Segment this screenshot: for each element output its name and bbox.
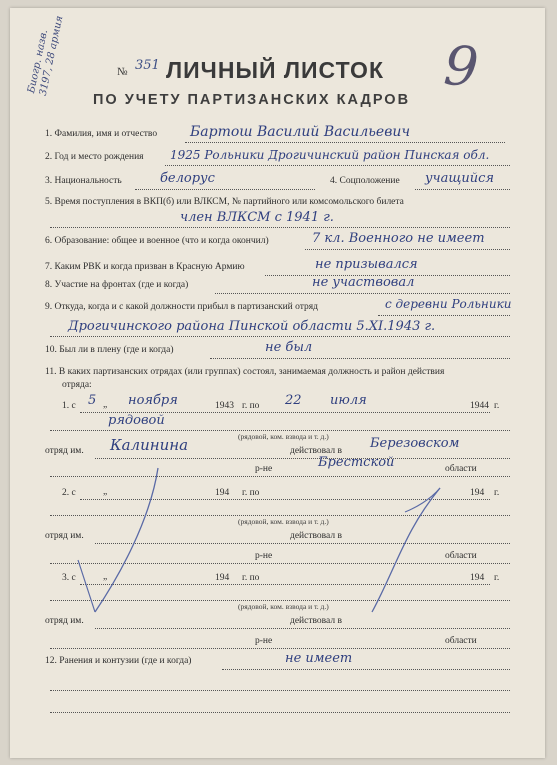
field-8-value: не участвовал [312,275,415,290]
rank-hint-1: (рядовой, ком. взвода и т. д.) [238,432,329,441]
field-9-label: 9. Откуда, когда и с какой должности прибыл в партизанский отряд [45,302,318,312]
field-10-label: 10. Был ли в плену (где и когда) [45,345,174,355]
detachment-1-day-to: 22 [285,393,302,408]
detachment-1-day: 5 [88,393,97,408]
rne-1: р-не [255,464,273,474]
detachment-1-month-to: июля [330,393,367,408]
field-11-label: 11. В каких партизанских отрядах (или группах) состоял, занимаемая должность и район действия [45,367,445,377]
page-subtitle: ПО УЧЕТУ ПАРТИЗАНСКИХ КАДРОВ [93,92,411,108]
g-end-3: г. [494,573,500,583]
field-9-value-2: Дрогичинского района Пинской области 5.XI.1943 г. [68,319,436,334]
strike-line-2 [78,560,95,612]
field-6-value: 7 кл. Военного не имеет [312,231,485,246]
oblasti-2: области [445,551,477,561]
detachment-1-district: Березовском [370,436,460,451]
strike-line-3 [372,488,440,612]
detachment-1-index: 1. с [62,401,76,411]
field-1-label: 1. Фамилия, имя и отчество [45,129,158,139]
g-end: г. [494,401,500,411]
field-3-value: белорус [160,171,215,186]
otryad-im-1: отряд им. [45,446,84,456]
field-8-label: 8. Участие на фронтах (где и когда) [45,280,189,290]
detachment-3-index: 3. с [62,573,76,583]
field-12-label: 12. Ранения и контузии (где и когда) [45,656,192,666]
field-6-label: 6. Образование: общее и военное (что и когда окончил) [45,236,269,246]
corner-number: 9 [441,33,481,100]
detachment-2-index: 2. с [62,488,76,498]
rank-hint-2: (рядовой, ком. взвода и т. д.) [238,517,329,526]
otryad-im-2: отряд им. [45,531,84,541]
rne-2: р-не [255,551,273,561]
field-2-label: 2. Год и место рождения [45,152,144,162]
strike-line-1 [95,468,158,612]
field-5-value: член ВЛКСМ с 1941 г. [180,210,334,225]
field-7-label: 7. Каким РВК и когда призван в Красную Армию [45,262,245,272]
deistvoval-3: действовал в [290,616,342,626]
deistvoval-1: действовал в [290,446,342,456]
field-11-label-cont: отряда: [62,380,92,390]
field-1-value: Бартош Василий Васильевич [190,124,411,140]
detachment-1-position: рядовой [108,413,165,428]
margin-note: Биогр. назв. 3197, 28 армия [26,14,66,97]
rank-hint-3: (рядовой, ком. взвода и т. д.) [238,602,329,611]
deistvoval-2: действовал в [290,531,342,541]
field-4-value: учащийся [425,171,495,186]
field-9-value-1: с деревни Рольники [385,297,512,311]
detachment-3-year-from: 194 [215,573,230,583]
rne-3: р-не [255,636,273,646]
g-po: г. по [242,401,260,411]
detachment-2-year-from: 194 [215,488,230,498]
oblasti-1: области [445,464,477,474]
page-title: ЛИЧНЫЙ ЛИСТОК [166,57,384,83]
field-3-label: 3. Национальность [45,176,122,186]
detachment-1-region: Брестской [318,455,395,470]
quote-open-3: „ [103,572,108,582]
strike-line-4 [405,488,440,512]
number-label: № [117,66,128,78]
field-7-value: не призывался [315,257,418,272]
quote-open: „ [103,400,108,410]
field-12-value: не имеет [285,651,353,666]
field-4-label: 4. Соцположение [330,176,400,186]
detachment-3-year-to: 194 [470,573,485,583]
number-value: 351 [135,58,160,73]
detachment-1-name: Калинина [110,436,189,454]
otryad-im-3: отряд им. [45,616,84,626]
detachment-1-month: ноября [128,393,178,408]
field-2-value: 1925 Рольники Дрогичинский район Пинская обл. [170,148,490,162]
quote-open-2: „ [103,487,108,497]
detachment-1-year-from: 1943 [215,401,234,411]
oblasti-3: области [445,636,477,646]
g-po-3: г. по [242,573,260,583]
field-5-label: 5. Время поступления в ВКП(б) или ВЛКСМ, № партийного или комсомольского билета [45,197,404,207]
detachment-1-year-to: 1944 [470,401,489,411]
g-end-2: г. [494,488,500,498]
detachment-2-year-to: 194 [470,488,485,498]
field-10-value: не был [265,340,313,355]
g-po-2: г. по [242,488,260,498]
